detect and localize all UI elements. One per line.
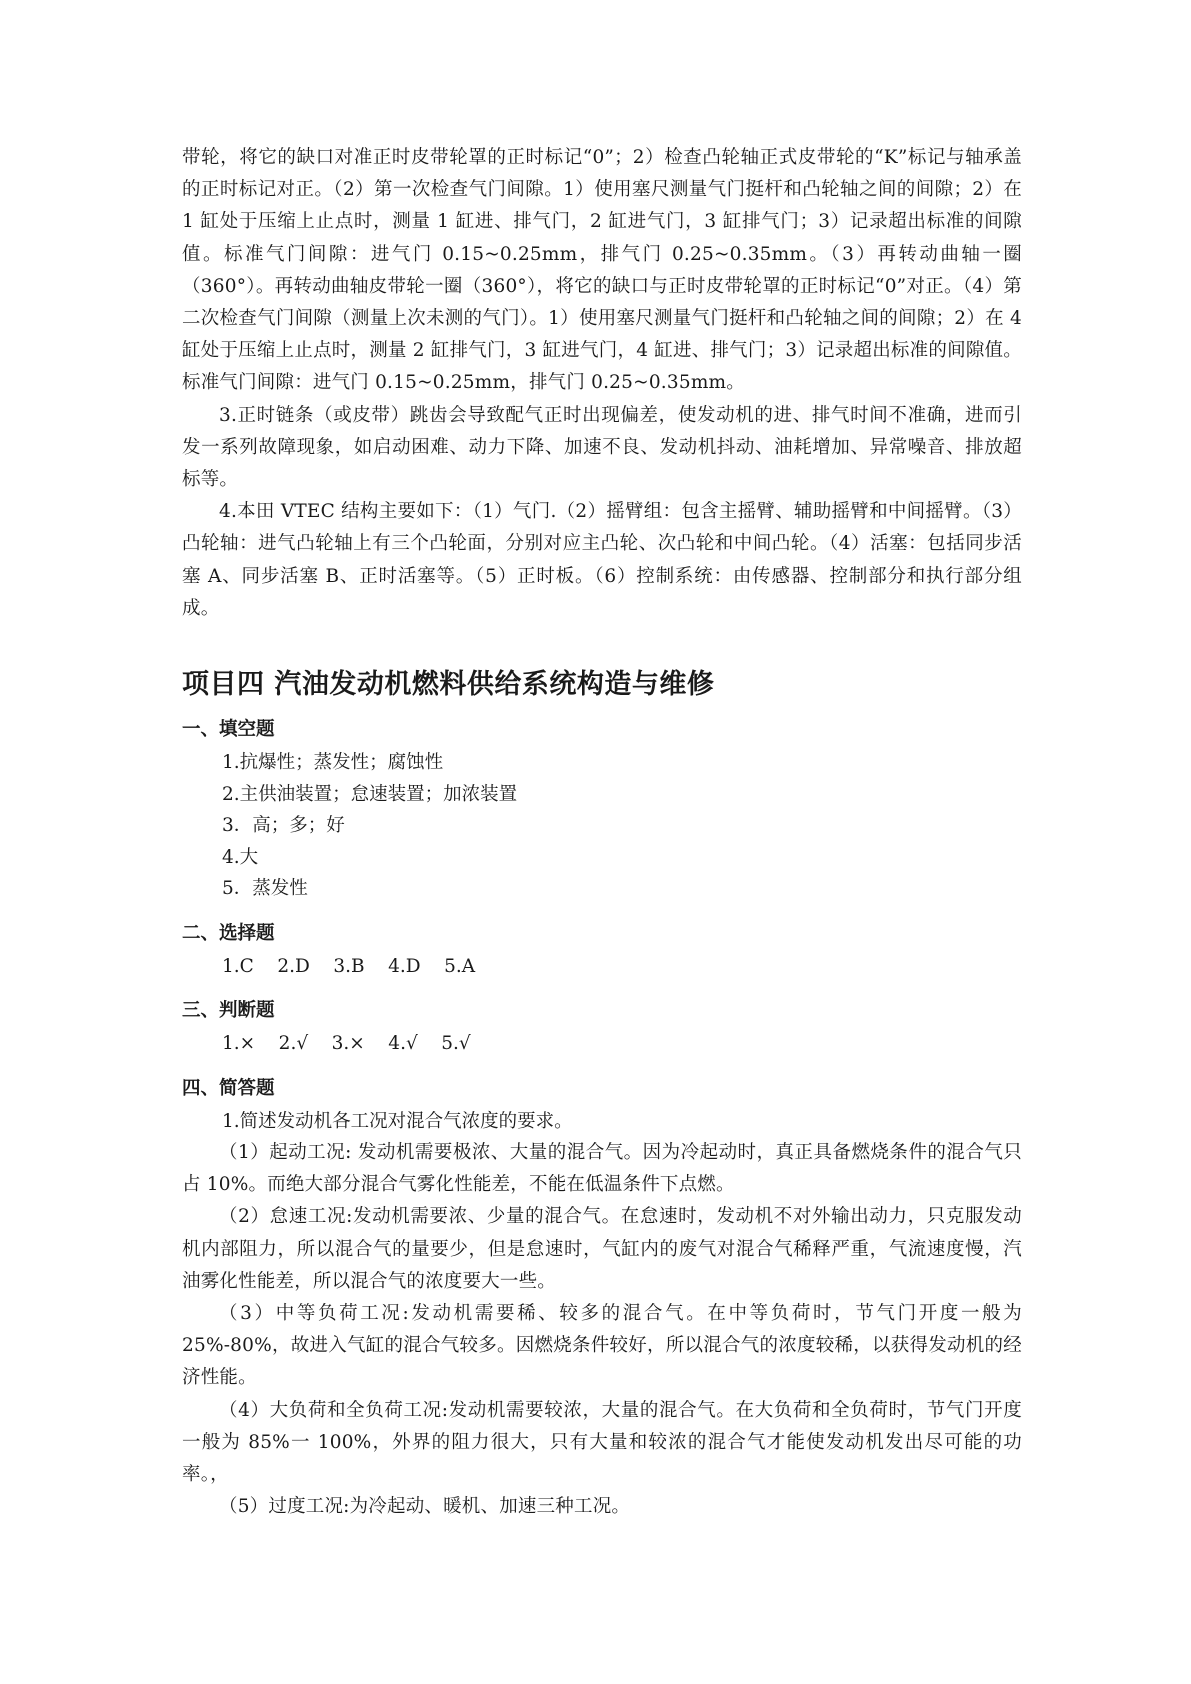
continuation-paragraph: 带轮，将它的缺口对准正时皮带轮罩的正时标记“0”；2）检查凸轮轴正式皮带轮的“K”标记与轴承盖的正时标记对正。（2）第一次检查气门间隙。1）使用塞尺测量气门挺杆和凸轮轴之间的间隙；2）在 1 缸处于压缩上止点时，测量 1 缸进、排气门，2 缸进气门，3 缸排气门；3）记录超出标准的间隙值。标准气门间隙：进气门 0.15~0.25mm，排气门 0.25~0.35mm。（3）再转动曲轴一圈（360°）。再转动曲轴皮带轮一圈（360°），将它的缺口与正时皮带轮罩的正时标记“0”对正。（4）第二次检查气门间隙（测量上次未测的气门）。1）使用塞尺测量气门挺杆和凸轮轴之间的间隙；2）在 4 缸处于压缩上止点时，测量 2 缸排气门，3 缸进气门，4 缸进、排气门；3）记录超出标准的间隙值。标准气门间隙：进气门 0.15~0.25mm，排气门 0.25~0.35mm。 [182,147,1022,394]
section-heading-choice: 二、选择题 [182,922,275,944]
fill-blank-answer: 1.抗爆性；蒸发性；腐蚀性 [222,752,444,774]
fill-blank-answer: 4.大 [222,846,259,868]
answer-paragraph-3: 3.正时链条（或皮带）跳齿会导致配气正时出现偏差，使发动机的进、排气时间不准确，进而引发一系列故障现象，如启动困难、动力下降、加速不良、发动机抖动、油耗增加、异常噪音、排放超标等。 [182,404,1022,491]
section-heading-short-answer: 四、简答题 [182,1077,275,1099]
short-answer-item: （3）中等负荷工况:发动机需要稀、较多的混合气。在中等负荷时，节气门开度一般为 25%-80%，故进入气缸的混合气较多。因燃烧条件较好，所以混合气的浓度较稀，以获得发动机的经济性能。 [182,1303,1022,1389]
document-page [182,142,1022,1523]
section-heading-judgment: 三、判断题 [182,1000,275,1022]
judgment-answers: 1.× 2.√ 3.× 4.√ 5.√ [222,1033,471,1055]
short-answer-item: （2）怠速工况:发动机需要浓、少量的混合气。在怠速时，发动机不对外输出动力，只克服发动机内部阻力，所以混合气的量要少，但是怠速时，气缸内的废气对混合气稀释严重，气流速度慢，汽油雾化性能差，所以混合气的浓度要大一些。 [182,1206,1022,1292]
short-answer-item: （1）起动工况: 发动机需要极浓、大量的混合气。因为冷起动时，真正具备燃烧条件的混合气只占 10%。而绝大部分混合气雾化性能差，不能在低温条件下点燃。 [182,1142,1022,1196]
section-heading-fill-blank: 一、填空题 [182,719,275,741]
choice-answers: 1.C 2.D 3.B 4.D 5.A [222,955,476,977]
short-answer-item: （5）过度工况:为冷起动、暖机、加速三种工况。 [219,1496,631,1518]
answer-paragraph-4: 4.本田 VTEC 结构主要如下：（1）气门.（2）摇臂组：包含主摇臂、辅助摇臂和中间摇臂。（3）凸轮轴：进气凸轮轴上有三个凸轮面，分别对应主凸轮、次凸轮和中间凸轮。（4）活塞：包括同步活塞 A、同步活塞 B、正时活塞等。（5）正时板。（6）控制系统：由传感器、控制部分和执行部分组成。 [182,501,1022,619]
fill-blank-answer: 2.主供油装置；怠速装置；加浓装置 [222,783,518,805]
fill-blank-answer: 3．高；多；好 [222,815,345,837]
fill-blank-answer: 5．蒸发性 [222,878,308,900]
short-answer-item: （4）大负荷和全负荷工况:发动机需要较浓，大量的混合气。在大负荷和全负荷时，节气门开度一般为 85%一 100%，外界的阻力很大，只有大量和较浓的混合气才能使发动机发出尽可能的功率。， [182,1399,1022,1486]
project-title: 项目四 汽油发动机燃料供给系统构造与维修 [182,669,715,701]
short-answer-question: 1.简述发动机各工况对混合气浓度的要求。 [222,1110,573,1132]
